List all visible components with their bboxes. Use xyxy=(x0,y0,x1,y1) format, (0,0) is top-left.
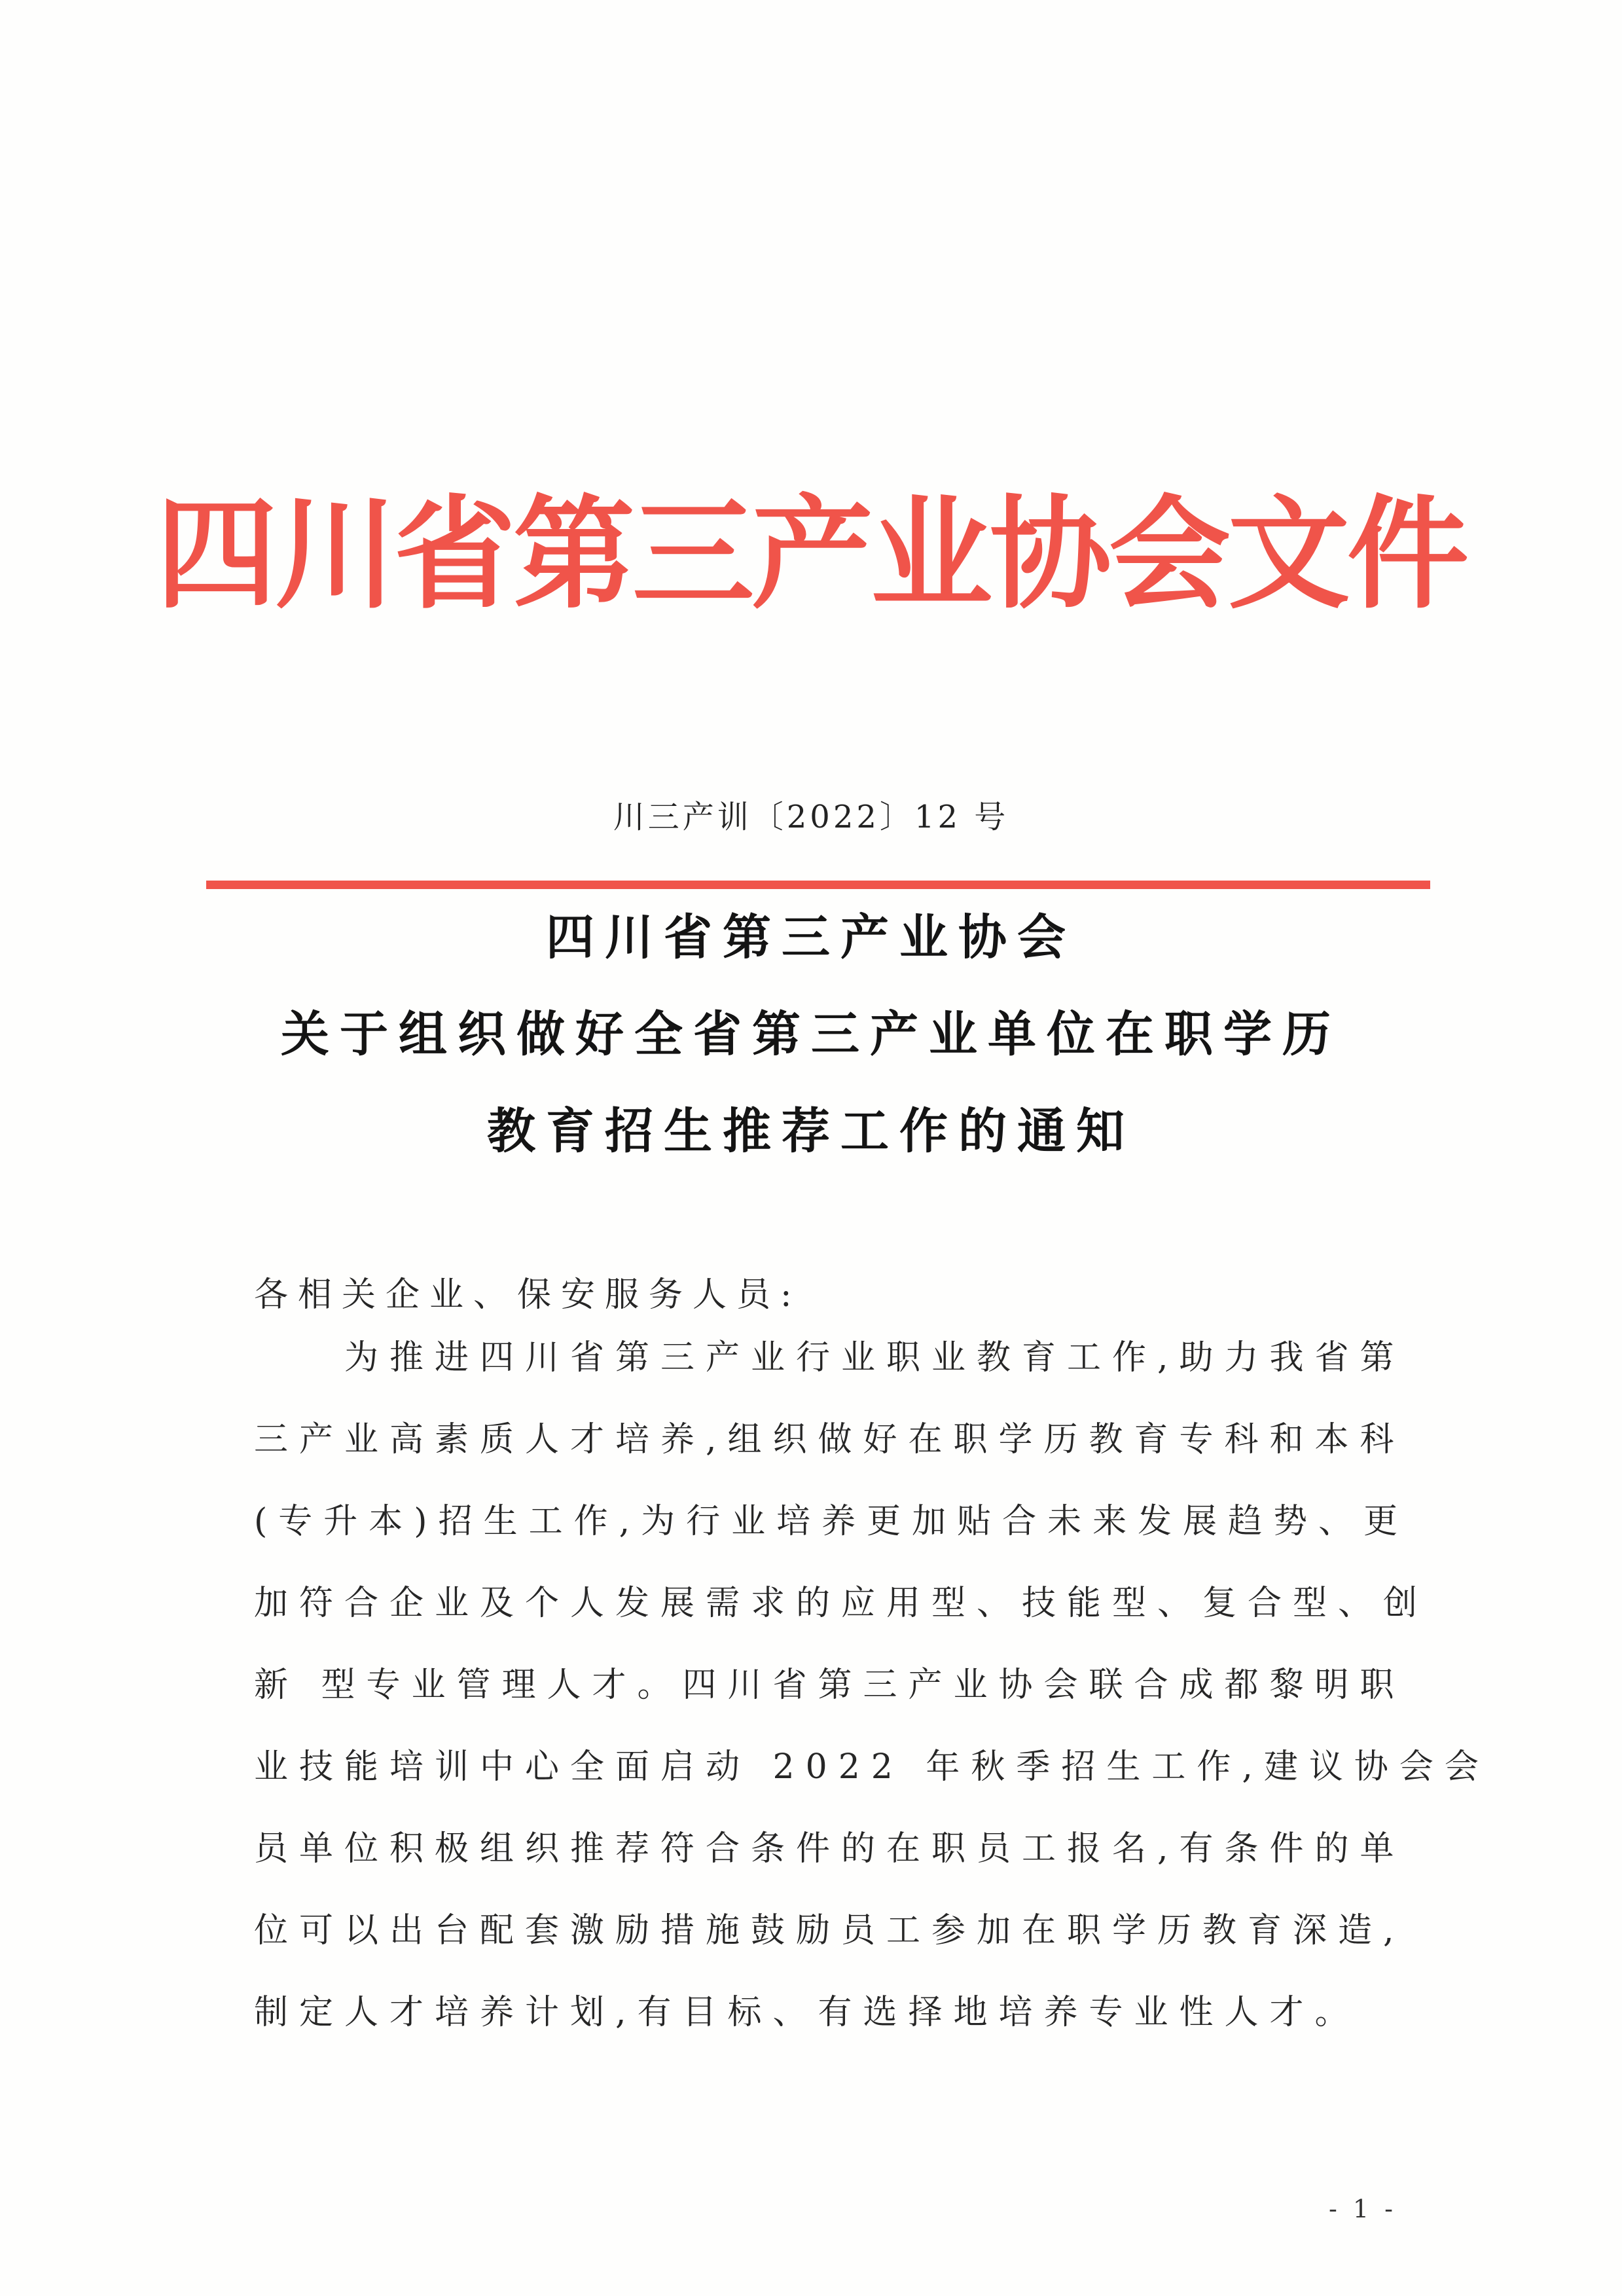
body-line: 新 型专业管理人才。四川省第三产业协会联合成都黎明职 xyxy=(254,1666,1405,1705)
body-line: (专升本)招生工作,为行业培养更加贴合未来发展趋势、更 xyxy=(254,1502,1409,1541)
notice-title-line3: 教育招生推荐工作的通知 xyxy=(487,1104,1135,1158)
body-line: 加符合企业及个人发展需求的应用型、技能型、复合型、创 xyxy=(254,1584,1429,1623)
body-line: 为推进四川省第三产业行业职业教育工作,助力我省第 xyxy=(344,1338,1405,1377)
body-line: 业技能培训中心全面启动 2022 年秋季招生工作,建议协会会 xyxy=(254,1747,1490,1787)
body-paragraph xyxy=(254,1317,1490,2054)
red-header-title: 四川省第三产业协会文件 xyxy=(155,482,1466,625)
document-number: 川三产训〔2022〕12 号 xyxy=(613,799,1009,835)
red-divider-line xyxy=(206,881,1430,889)
body-line: 位可以出台配套激励措施鼓励员工参加在职学历教育深造, xyxy=(254,1911,1405,1950)
notice-title-line1: 四川省第三产业协会 xyxy=(546,910,1076,964)
body-line: 制定人才培养计划,有目标、有选择地培养专业性人才。 xyxy=(254,1993,1360,2032)
body-line: 三产业高素质人才培养,组织做好在职学历教育专科和本科 xyxy=(254,1420,1405,1459)
notice-title xyxy=(0,889,1622,1180)
notice-title-line2: 关于组织做好全省第三产业单位在职学历 xyxy=(281,1007,1341,1061)
page-number: - 1 - xyxy=(1329,2195,1397,2223)
body-line: 员单位积极组织推荐符合条件的在职员工报名,有条件的单 xyxy=(254,1829,1405,1868)
salutation: 各相关企业、保安服务人员: xyxy=(254,1275,802,1315)
